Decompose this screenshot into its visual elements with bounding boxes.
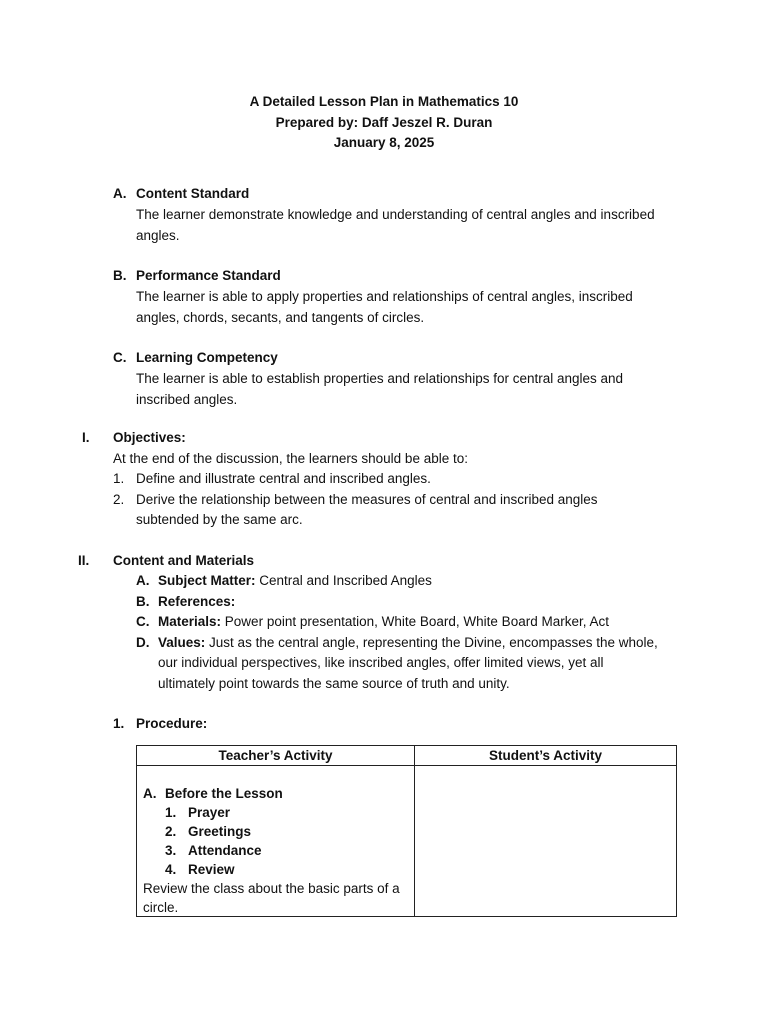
- section-title: Before the Lesson: [165, 786, 283, 801]
- content-item-marker: D.: [136, 635, 150, 650]
- objective-text: subtended by the same arc.: [136, 512, 303, 527]
- content-item-marker: A.: [136, 573, 150, 588]
- standard-text-line: angles, chords, secants, and tangents of circles.: [136, 310, 425, 325]
- content-item: [158, 592, 235, 613]
- column-header-teacher: Teacher’s Activity: [137, 746, 415, 766]
- section-marker: A.: [143, 786, 157, 801]
- content-item-text-line: ultimately point towards the same source of truth and unity.: [158, 676, 510, 691]
- step-label: Attendance: [188, 843, 262, 858]
- standard-heading: Content Standard: [136, 186, 250, 201]
- content-item-label: References:: [158, 594, 236, 609]
- content-item: [158, 571, 432, 592]
- objective-text: Define and illustrate central and inscribed angles.: [136, 471, 431, 486]
- content-item: [158, 633, 658, 654]
- step-label: Prayer: [188, 805, 231, 820]
- review-text-line: circle.: [143, 900, 179, 915]
- step-number: 3.: [165, 843, 177, 858]
- review-text-line: Review the class about the basic parts of a: [143, 881, 400, 896]
- standard-heading: Learning Competency: [136, 350, 278, 365]
- document-date: January 8, 2025: [333, 135, 435, 150]
- prepared-by: Prepared by: Daff Jeszel R. Duran: [275, 114, 493, 130]
- objective-number: 2.: [113, 492, 125, 507]
- content-item-text: Just as the central angle, representing the Divine, encompasses the whole,: [209, 635, 658, 650]
- standard-text-line: The learner is able to establish properties and relationships for central angles and: [136, 371, 624, 386]
- standard-text-line: The learner demonstrate knowledge and understanding of central angles and inscribed: [136, 207, 655, 222]
- standard-text-line: angles.: [136, 228, 180, 243]
- content-item-text: Power point presentation, White Board, White Board Marker, Act: [224, 614, 609, 629]
- standard-marker: C.: [113, 350, 127, 365]
- objectives-heading: Objectives:: [113, 430, 186, 445]
- step-number: 2.: [165, 824, 177, 839]
- procedure-marker: 1.: [113, 716, 125, 731]
- standard-text-line: inscribed angles.: [136, 392, 238, 407]
- content-item-label: Values:: [158, 635, 206, 650]
- objectives-intro: At the end of the discussion, the learners should be able to:: [113, 451, 468, 466]
- content-item-marker: C.: [136, 614, 150, 629]
- content-heading: Content and Materials: [113, 553, 255, 568]
- step-label: Review: [188, 862, 235, 877]
- objective-number: 1.: [113, 471, 125, 486]
- content-item-marker: B.: [136, 594, 150, 609]
- content-item-text: Central and Inscribed Angles: [259, 573, 432, 588]
- content-item-text-line: our individual perspectives, like inscribed angles, offer limited views, yet all: [158, 655, 604, 670]
- document-title: A Detailed Lesson Plan in Mathematics 10: [249, 94, 519, 109]
- content-item-label: Subject Matter:: [158, 573, 256, 588]
- document-header: [0, 92, 768, 154]
- standard-text-line: The learner is able to apply properties and relationships of central angles, inscribed: [136, 289, 633, 304]
- step-number: 1.: [165, 805, 177, 820]
- objective-text: Derive the relationship between the measures of central and inscribed angles: [136, 492, 598, 507]
- procedure-table: [136, 745, 677, 917]
- table-header-row: [137, 746, 677, 766]
- step-label: Greetings: [188, 824, 252, 839]
- standard-marker: B.: [113, 268, 127, 283]
- standard-marker: A.: [113, 186, 127, 201]
- procedure-heading: Procedure:: [136, 716, 208, 731]
- content-marker: II.: [78, 553, 90, 568]
- content-item-label: Materials:: [158, 614, 222, 629]
- column-header-student: Student’s Activity: [415, 746, 677, 766]
- content-item: [158, 612, 609, 633]
- standard-heading: Performance Standard: [136, 268, 281, 283]
- step-number: 4.: [165, 862, 177, 877]
- teacher-activity-cell: [137, 766, 415, 917]
- objectives-marker: I.: [82, 430, 90, 445]
- table-row: [137, 766, 677, 917]
- student-activity-cell: [415, 766, 677, 917]
